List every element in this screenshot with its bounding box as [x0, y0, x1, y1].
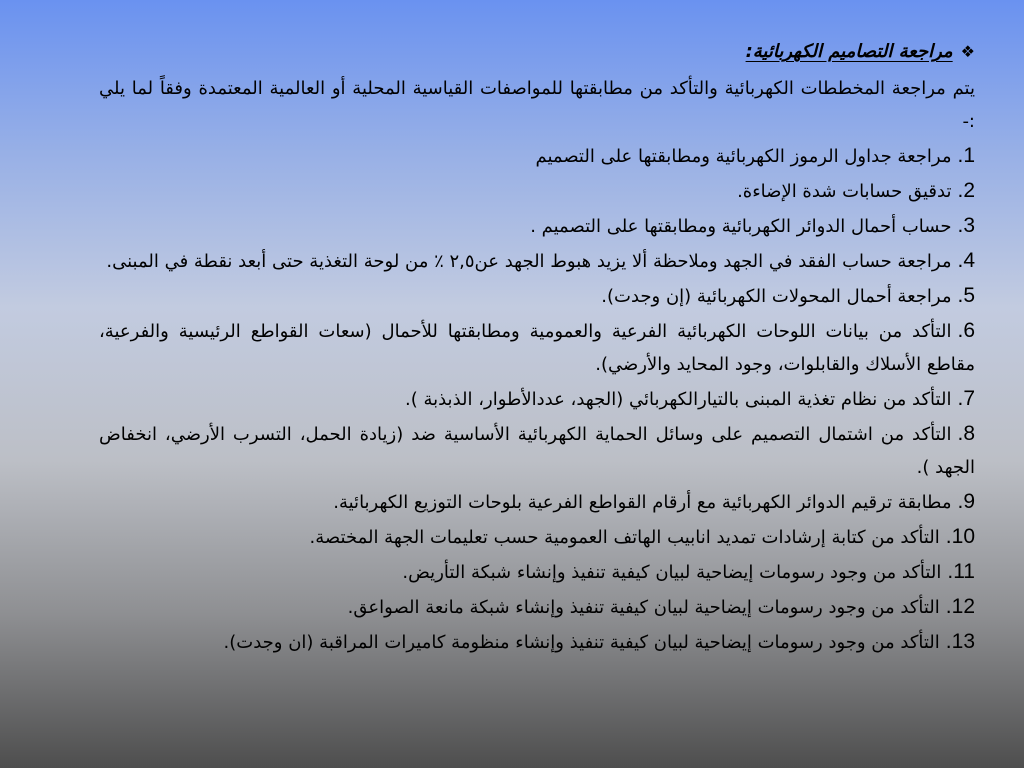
list-item — [99, 244, 975, 278]
item-number: 12. — [945, 595, 975, 618]
item-number: 10. — [945, 525, 975, 548]
item-text: التأكد من اشتمال التصميم على وسائل الحماية الكهربائية الأساسية ضد (زيادة الحمل، التسرب الأرضي، انخفاض الجهد ). — [99, 424, 975, 478]
item-text: مراجعة أحمال المحولات الكهربائية (إن وجدت). — [601, 286, 952, 307]
slide-text-frame — [99, 35, 975, 659]
list-item — [99, 279, 975, 313]
item-number: 4. — [957, 249, 975, 272]
list-item — [99, 625, 975, 659]
item-text: مطابقة ترقيم الدوائر الكهربائية مع أرقام القواطع الفرعية بلوحات التوزيع الكهربائية. — [333, 492, 952, 513]
item-text: مراجعة جداول الرموز الكهربائية ومطابقتها على التصميم — [535, 146, 952, 167]
item-text: مراجعة حساب الفقد في الجهد وملاحظة ألا يزيد هبوط الجهد عن٢,٥ ٪ من لوحة التغذية حتى أبعد نقطة في المبنى. — [106, 251, 952, 272]
item-text: التأكد من وجود رسومات إيضاحية لبيان كيفية تنفيذ وإنشاء شبكة التأريض. — [402, 562, 942, 583]
item-number: 6. — [957, 319, 975, 342]
item-text: التأكد من كتابة إرشادات تمديد انابيب الهاتف العمومية حسب تعليمات الجهة المختصة. — [309, 527, 940, 548]
item-text: التأكد من وجود رسومات إيضاحية لبيان كيفية تنفيذ وإنشاء شبكة مانعة الصواعق. — [347, 597, 940, 618]
item-number: 8. — [957, 422, 975, 445]
list-item — [99, 555, 975, 589]
item-number: 5. — [957, 284, 975, 307]
item-number: 13. — [945, 630, 975, 653]
item-text: التأكد من بيانات اللوحات الكهربائية الفرعية والعمومية ومطابقتها للأحمال (سعات القواطع الرئيسية والفرعية، مقاطع الأسلاك والقابلوات، وجود المحايد والأرضي). — [99, 321, 975, 375]
list-item — [99, 520, 975, 554]
diamond-bullet-icon: ❖ — [960, 42, 975, 61]
list-item — [99, 174, 975, 208]
list-item — [99, 314, 975, 381]
list-item — [99, 590, 975, 624]
slide-title — [99, 35, 975, 68]
item-number: 1. — [957, 144, 975, 167]
item-number: 9. — [957, 490, 975, 513]
list-item — [99, 139, 975, 173]
item-number: 3. — [957, 214, 975, 237]
item-text: التأكد من نظام تغذية المبنى بالتيارالكهربائي (الجهد، عددالأطوار، الذبذبة ). — [404, 389, 952, 410]
list-item — [99, 209, 975, 243]
item-text: تدقيق حسابات شدة الإضاءة. — [737, 181, 952, 202]
item-number: 2. — [957, 179, 975, 202]
intro-paragraph: يتم مراجعة المخططات الكهربائية والتأكد من مطابقتها للمواصفات القياسية المحلية أو العالمية المعتمدة وفقاً لما يلي :- — [99, 78, 975, 132]
item-number: 11. — [947, 560, 975, 583]
item-number: 7. — [957, 387, 975, 410]
item-text: حساب أحمال الدوائر الكهربائية ومطابقتها على التصميم . — [530, 216, 952, 237]
title-text: مراجعة التصاميم الكهربائية: — [745, 41, 953, 62]
item-text: التأكد من وجود رسومات إيضاحية لبيان كيفية تنفيذ وإنشاء منظومة كاميرات المراقبة (ان وجدت). — [223, 632, 940, 653]
list-item — [99, 417, 975, 484]
list-item — [99, 382, 975, 416]
list-item — [99, 485, 975, 519]
